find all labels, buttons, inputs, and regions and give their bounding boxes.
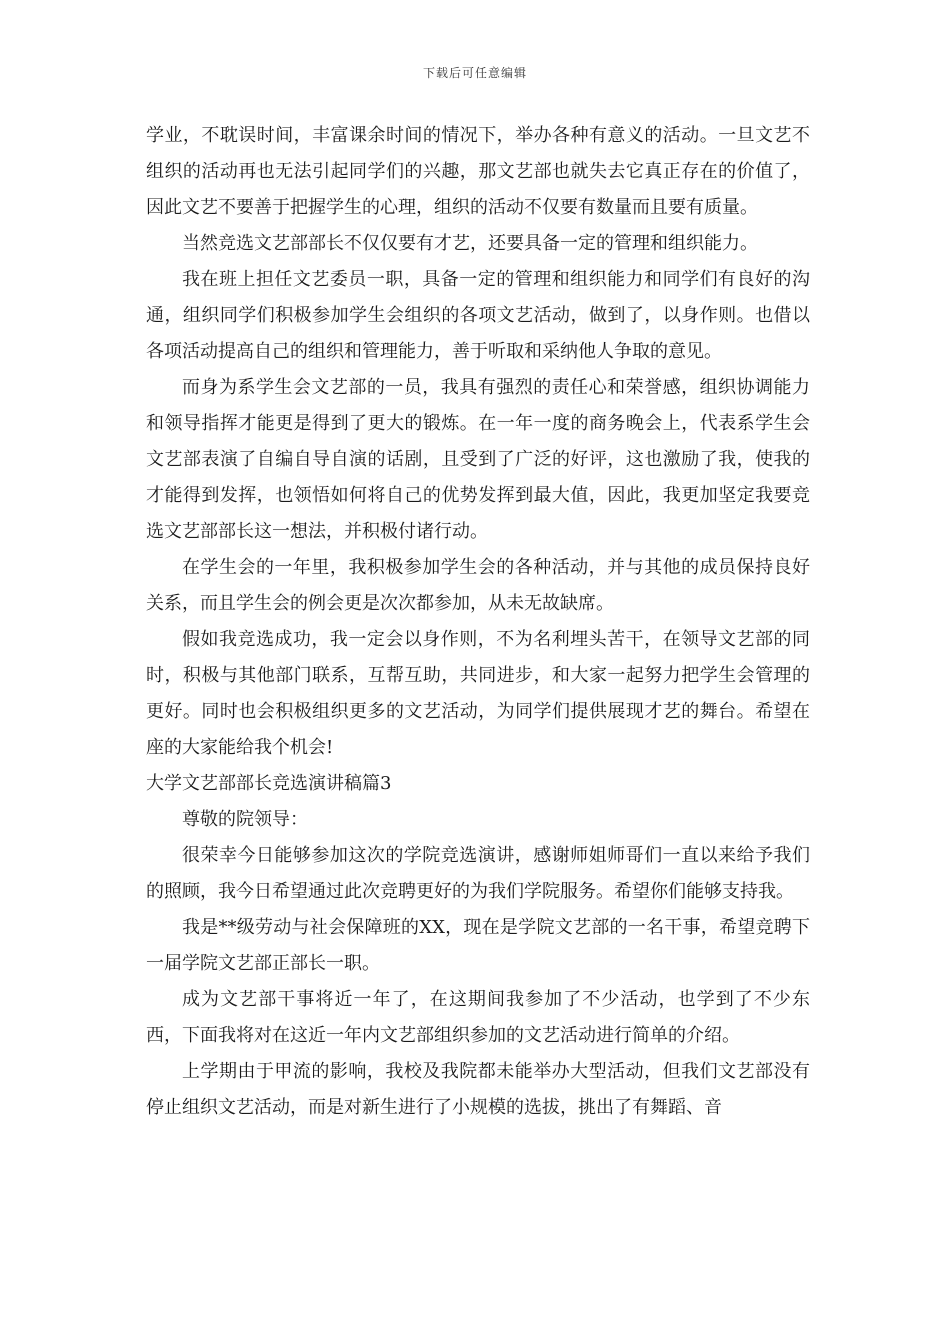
paragraph-9: 成为文艺部干事将近一年了，在这期间我参加了不少活动，也学到了不少东西，下面我将对在这近一年内文艺部组织参加的文艺活动进行简单的介绍。 [146,989,810,1046]
document-body [146,118,810,1126]
paragraph-1: 学业，不耽误时间，丰富课余时间的情况下，举办各种有意义的活动。一旦文艺不组织的活动再也无法引起同学们的兴趣，那文艺部也就失去它真正存在的价值了，因此文艺不要善于把握学生的心理，组织的活动不仅要有数量而且要有质量。 [146,125,810,218]
paragraph-8: 我是**级劳动与社会保障班的XX，现在是学院文艺部的一名干事，希望竞聘下一届学院文艺部正部长一职。 [146,917,810,974]
paragraph-10: 上学期由于甲流的影响，我校及我院都未能举办大型活动，但我们文艺部没有停止组织文艺活动，而是对新生进行了小规模的选拔，挑出了有舞蹈、音 [146,1061,810,1118]
section-title: 大学文艺部部长竞选演讲稿篇3 [146,773,392,794]
paragraph-2: 当然竞选文艺部部长不仅仅要有才艺，还要具备一定的管理和组织能力。 [182,233,758,254]
paragraph-3: 我在班上担任文艺委员一职，具备一定的管理和组织能力和同学们有良好的沟通，组织同学们积极参加学生会组织的各项文艺活动，做到了，以身作则。也借以各项活动提高自己的组织和管理能力，善于听取和采纳他人争取的意见。 [146,269,810,362]
paragraph-4: 而身为系学生会文艺部的一员，我具有强烈的责任心和荣誉感，组织协调能力和领导指挥才能更是得到了更大的锻炼。在一年一度的商务晚会上，代表系学生会文艺部表演了自编自导自演的话剧，且受到了广泛的好评，这也激励了我，使我的才能得到发挥，也领悟如何将自己的优势发挥到最大值，因此，我更加坚定我要竞选文艺部部长这一想法，并积极付诸行动。 [146,377,810,542]
page-header: 下载后可任意编辑 [422,66,527,80]
paragraph-6: 假如我竞选成功，我一定会以身作则，不为名利埋头苦干，在领导文艺部的同时，积极与其他部门联系，互帮互助，共同进步，和大家一起努力把学生会管理的更好。同时也会积极组织更多的文艺活动，为同学们提供展现才艺的舞台。希望在座的大家能给我个机会! [146,629,810,758]
salutation: 尊敬的院领导： [182,809,308,830]
paragraph-7: 很荣幸今日能够参加这次的学院竞选演讲，感谢师姐师哥们一直以来给予我们的照顾，我今日希望通过此次竞聘更好的为我们学院服务。希望你们能够支持我。 [146,845,810,902]
paragraph-5: 在学生会的一年里，我积极参加学生会的各种活动，并与其他的成员保持良好关系，而且学生会的例会更是次次都参加，从未无故缺席。 [146,557,810,614]
